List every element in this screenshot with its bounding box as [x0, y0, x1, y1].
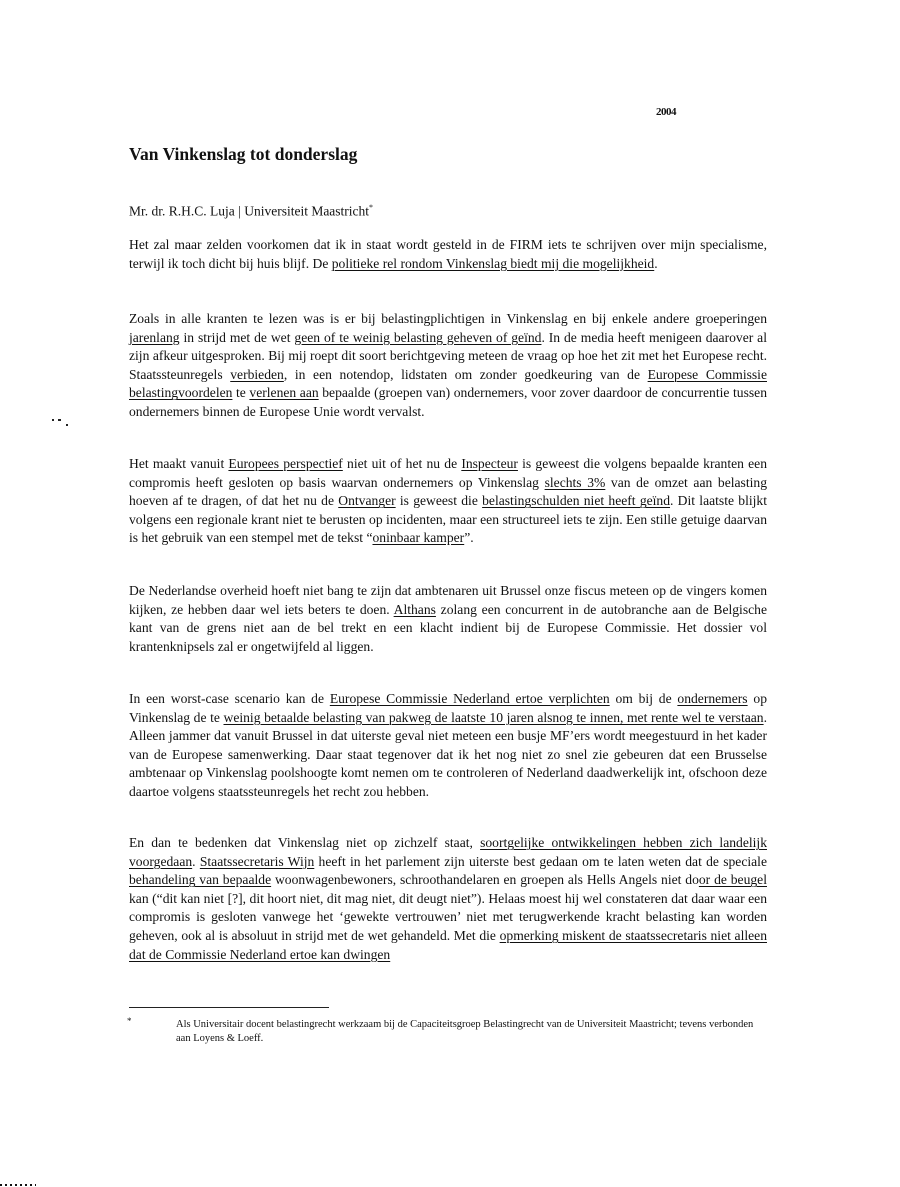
underlined-phrase: Europees perspectief — [228, 456, 343, 471]
article-title: Van Vinkenslag tot donderslag — [129, 144, 358, 164]
paragraph-text — [129, 310, 767, 422]
text-segment: En dan te bedenken dat Vinkenslag niet op zichzelf staat, — [129, 835, 481, 850]
text-segment: In een worst-case scenario kan de — [129, 691, 330, 706]
paragraph-text — [129, 834, 767, 964]
underlined-phrase: ondernemers — [677, 691, 748, 706]
underlined-phrase: Europese Commissie Nederland ertoe verplichten — [329, 691, 610, 706]
footnote-separator — [129, 1007, 329, 1008]
text-segment: kan (“dit kan niet [?], dit hoort niet, dit mag niet, dit deugt niet”). Helaas moest hij wel constateren dat daar waar een compromis is gesloten vanwege het ‘gewekte vertrouwen’ niet met terugwerkende kracht belasting kan worden geheven, ook al is absoluut in strijd met de wet gehandeld. Met die — [129, 890, 767, 943]
underlined-phrase: Althans — [393, 601, 436, 617]
underlined-phrase: opmerking miskent de staatssecretaris niet alleen dat de Commissie Nederland ertoe kan dwingen — [129, 927, 767, 962]
underlined-phrase: soortgelijke ontwikkelingen hebben zich landelijk voorgedaan — [129, 835, 767, 869]
underlined-phrase: verlenen aan — [249, 385, 319, 401]
text-segment: Zoals in alle kranten te lezen was is er bij belastingplichtigen in Vinkenslag en bij enkele andere groeperingen — [129, 311, 767, 326]
scan-artifact-specks — [50, 418, 70, 426]
text-segment: . Dit laatste blijkt volgens een regionale krant niet te berusten op incidenten, maar een structureel iets te zijn. Een stille getuige daarvan is het gebruik van een stempel met de tekst “ — [129, 493, 767, 546]
text-segment: in strijd met de wet — [179, 329, 295, 345]
underlined-phrase: politieke rel rondom Vinkenslag biedt mij die mogelijkheid — [331, 255, 655, 271]
paragraph-text — [129, 690, 767, 802]
paragraph-text — [129, 582, 767, 656]
text-segment: Het zal maar zelden voorkomen dat ik in staat wordt gesteld in de FIRM iets te schrijven over mijn specialisme, terwijl ik toch dicht bij huis blijf. De — [129, 237, 767, 271]
paragraph-1 — [129, 236, 767, 273]
text-segment: zolang een concurrent in de autobranche aan de Belgische kant van de grens niet aan de bel trekt en een klacht indient bij de Europese Commissie. Het dossier vol krantenknipsels zal er ongetwijfeld al liggen. — [129, 601, 767, 654]
paragraph-6 — [129, 834, 767, 964]
text-segment: bepaalde (groepen van) ondernemers, voor zover daardoor de concurrentie tussen ondernemers binnen de Europese Unie wordt vervalst. — [129, 385, 768, 419]
page-year: 2004 — [656, 106, 676, 118]
author-name: Mr. dr. R.H.C. Luja | Universiteit Maastricht — [129, 203, 370, 219]
underlined-phrase: Europese Commissie belastingvoordelen — [129, 366, 767, 401]
text-segment: is geweest die volgens bepaalde kranten een compromis heeft gesloten op basis waarvan ondernemers op Vinkenslag — [129, 456, 767, 490]
text-segment: . Alleen jammer dat vanuit Brussel in dat uiterste geval niet meteen een busje MF’ers wordt meegestuurd in het kader van de Europese samenwerking. Daar staat tegenover dat ik het nog niet zo snel zie gebeuren dat een Brusselse ambtenaar op Vinkenslag poolshoogte komt nemen om te controleren of Nederland daadwerkelijk int, ofschoon deze daartoe volgens staatssteunregels het recht zou hebben. — [129, 709, 767, 799]
underlined-phrase: belastingschulden niet heeft geïnd — [482, 493, 671, 509]
text-segment: . — [654, 255, 658, 271]
underlined-phrase: weinig betaalde belasting van pakweg de laatste 10 jaren alsnog te innen, met rente wel te verstaan — [223, 709, 764, 725]
paragraph-text — [129, 455, 767, 548]
underlined-phrase: oninbaar kamper — [372, 530, 465, 546]
paragraph-2 — [129, 310, 767, 422]
text-segment: is geweest die — [395, 493, 483, 509]
underlined-phrase: jarenlang — [129, 329, 180, 345]
paragraph-5 — [129, 690, 767, 802]
underlined-phrase: Inspecteur — [461, 456, 518, 471]
text-segment: niet uit of het nu de — [342, 456, 462, 471]
text-segment: woonwagenbewoners, schroothandelaren en groepen als Hells Angels niet do — [271, 872, 699, 888]
text-segment: te — [232, 385, 250, 401]
text-segment: van de omzet aan belasting hoeven af te dragen, of dat het nu de — [129, 474, 767, 509]
author-line — [129, 203, 373, 220]
underlined-phrase: verbieden — [230, 366, 284, 382]
text-segment: heeft in het parlement zijn uiterste best gedaan om te laten weten dat de speciale — [314, 853, 767, 869]
paragraph-3 — [129, 455, 767, 548]
underlined-phrase: behandeling van bepaalde — [129, 872, 272, 888]
paragraph-4 — [129, 582, 767, 656]
text-segment: ”. — [464, 530, 474, 546]
underlined-phrase: Ontvanger — [338, 493, 396, 509]
footnote-reference: * — [369, 203, 374, 212]
underlined-phrase: or de beugel — [698, 872, 767, 888]
footnote-text: Als Universitair docent belastingrecht werkzaam bij de Capaciteitsgroep Belastingrecht van de Universiteit Maastricht; tevens verbonden aan Loyens & Loeff. — [176, 1019, 754, 1044]
text-segment: . In de media heeft menigeen daarover al zijn afkeur uitgesproken. Bij mij roept dit soort berichtgeving meteen de vraag op hoe het zit met het Europese recht. Staatssteunregels — [129, 329, 767, 382]
text-segment: De Nederlandse overheid hoeft niet bang te zijn dat ambtenaren uit Brussel onze fiscus meteen op de vingers komen kijken, ze hebben daar wel iets beters te doen. — [129, 583, 767, 617]
text-segment: . — [192, 853, 200, 869]
text-segment: , in een notendop, lidstaten om zonder goedkeuring van de — [283, 366, 648, 382]
paragraph-text — [129, 236, 767, 273]
text-segment: om bij de — [609, 691, 678, 706]
underlined-phrase: geen of te weinig belasting geheven of geïnd — [294, 329, 542, 345]
text-segment: Het maakt vanuit — [129, 456, 229, 471]
text-segment: op Vinkenslag de te — [129, 691, 767, 725]
footnote-mark: * — [127, 1016, 132, 1026]
underlined-phrase: slechts 3% — [544, 474, 606, 490]
underlined-phrase: Staatssecretaris Wijn — [199, 853, 315, 869]
scan-artifact-dots — [0, 1184, 36, 1186]
